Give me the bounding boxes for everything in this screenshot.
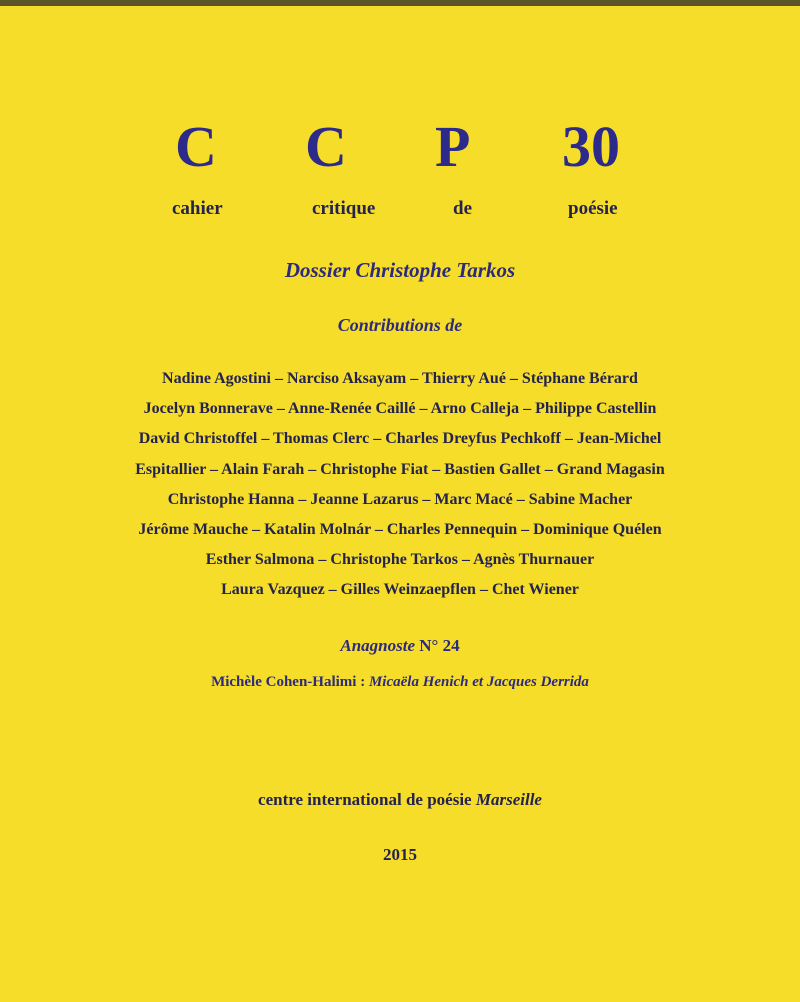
contributions-heading: Contributions de <box>337 315 463 335</box>
cover-top-edge <box>0 0 800 6</box>
anagnoste-heading <box>0 636 800 656</box>
publication-year: 2015 <box>383 845 417 864</box>
title-word-cahier: cahier <box>172 198 223 219</box>
anagnoste-title: Anagnoste <box>340 636 416 655</box>
publisher <box>0 790 800 810</box>
article-title: Micaëla Henich et Jacques Derrida <box>368 674 589 690</box>
title-letter-p: P <box>435 114 471 179</box>
contributor-line: Christophe Hanna – Jeanne Lazarus – Marc Macé – Sabine Macher <box>167 490 633 508</box>
contributor-line: Esther Salmona – Christophe Tarkos – Agnès Thurnauer <box>205 551 595 569</box>
contributor-line: David Christoffel – Thomas Clerc – Charles Dreyfus Pechkoff – Jean-Michel <box>138 430 662 448</box>
contributor-line: Jocelyn Bonnerave – Anne-Renée Caillé – Arno Calleja – Philippe Castellin <box>143 400 657 418</box>
contributor-line: Espitallier – Alain Farah – Christophe Fiat – Bastien Gallet – Grand Magasin <box>135 460 665 478</box>
anagnoste-number: N° 24 <box>415 636 460 655</box>
issue-number: 30 <box>562 114 620 179</box>
title-word-de: de <box>453 198 472 219</box>
title-word-critique: critique <box>312 198 376 219</box>
contributor-list <box>0 364 800 606</box>
title-letter-c1: C <box>175 114 217 179</box>
contributor-line: Laura Vazquez – Gilles Weinzaepflen – Chet Wiener <box>221 581 579 599</box>
anagnoste-article <box>0 674 800 691</box>
title-letter-c2: C <box>305 114 347 179</box>
article-author: Michèle Cohen-Halimi : <box>211 674 369 690</box>
dossier-title: Dossier Christophe Tarkos <box>284 258 516 282</box>
title-word-poesie: poésie <box>568 198 618 219</box>
contributor-line: Jérôme Mauche – Katalin Molnár – Charles Pennequin – Dominique Quélen <box>138 520 662 538</box>
publisher-name: centre international de poésie <box>258 790 476 809</box>
contributor-line: Nadine Agostini – Narciso Aksayam – Thierry Aué – Stéphane Bérard <box>162 370 638 387</box>
publisher-city: Marseille <box>475 790 542 809</box>
